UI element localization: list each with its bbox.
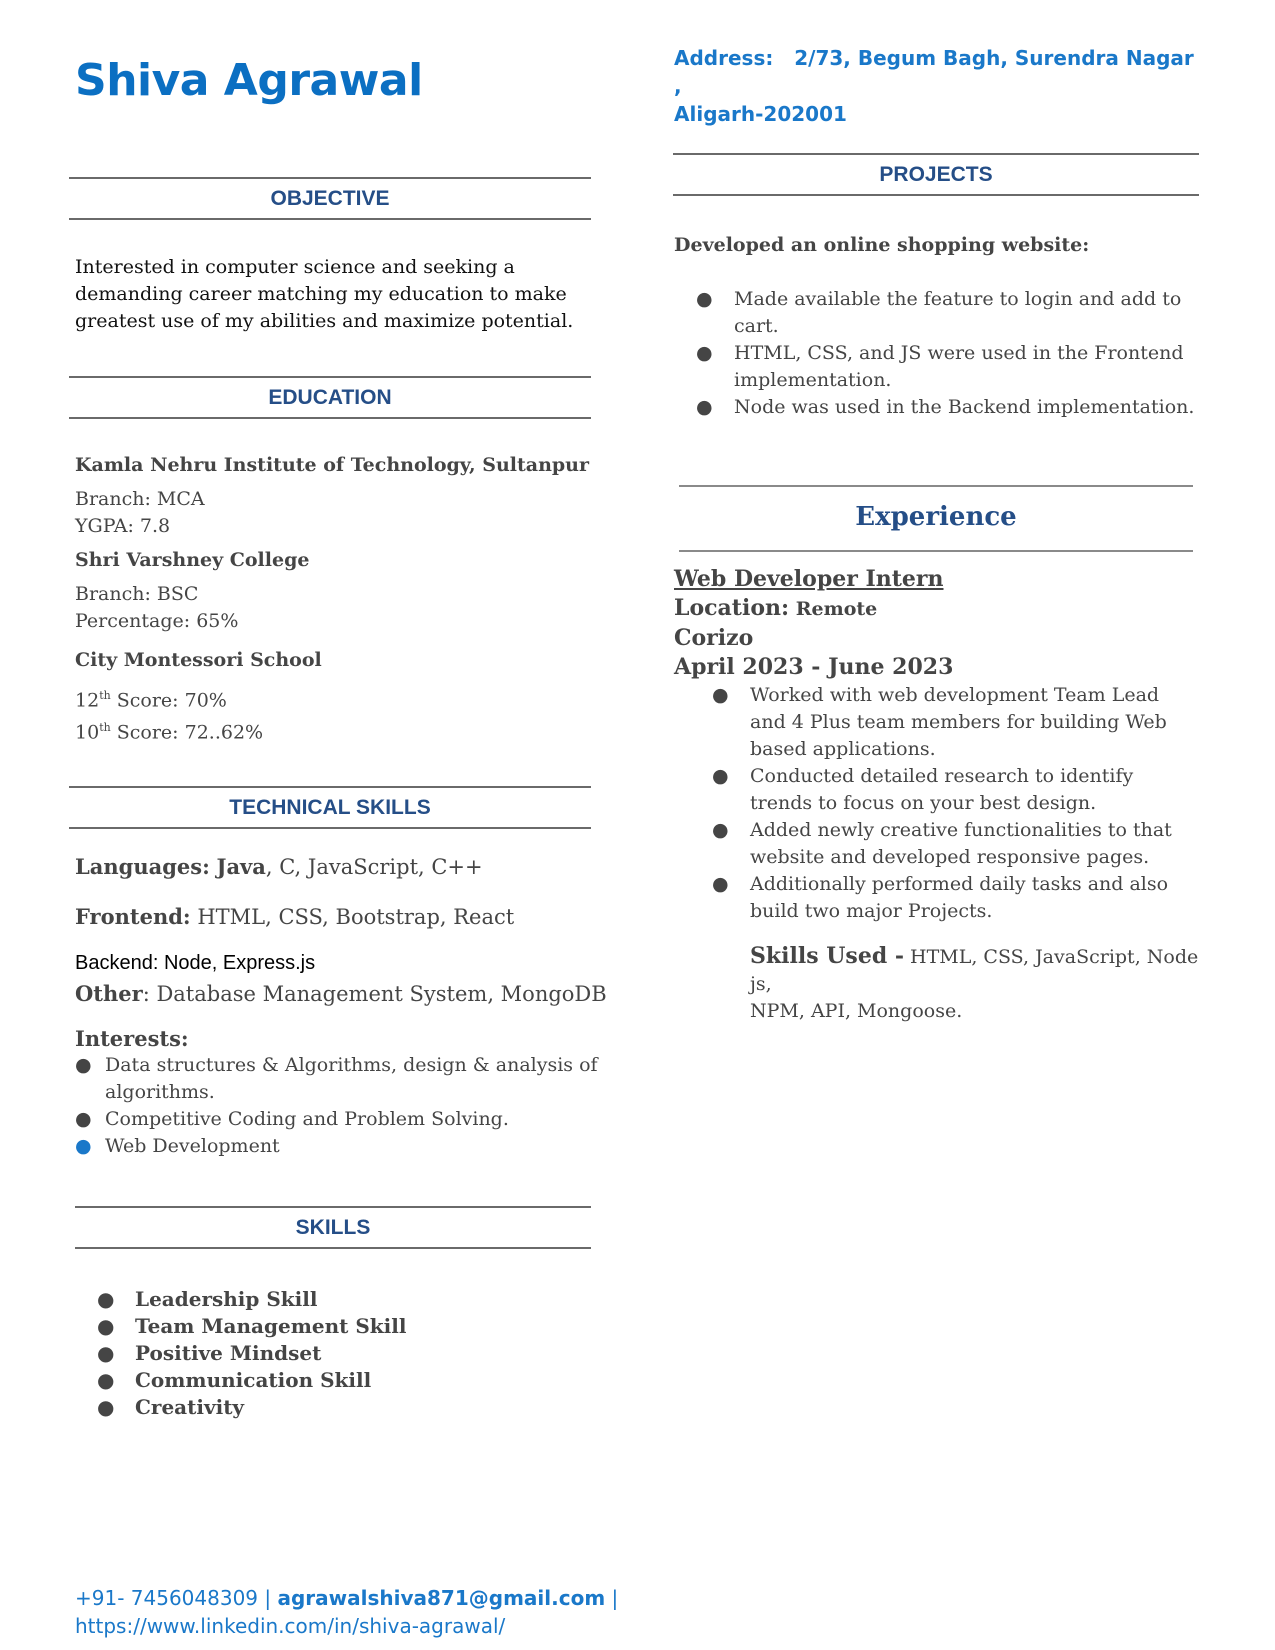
projects-title: PROJECTS <box>879 163 993 186</box>
technical-skills-title: TECHNICAL SKILLS <box>229 796 431 819</box>
skills-used: Skills Used - HTML, CSS, JavaScript, Node js, NPM, API, Mongoose. <box>750 943 1199 1022</box>
bullet-icon: ● <box>75 1135 92 1157</box>
bullet-icon: ● <box>712 684 729 706</box>
linkedin-link[interactable]: https://www.linkedin.com/in/shiva-agrawal/ <box>75 1614 506 1638</box>
experience-heading <box>679 485 1193 552</box>
education-list <box>75 452 615 747</box>
contact-footer <box>75 1584 675 1640</box>
education-detail: Percentage: 65% <box>75 610 239 632</box>
experience-title: Experience <box>855 502 1017 532</box>
skills-heading <box>75 1206 591 1249</box>
backend-row: Backend: Node, Express.js <box>75 952 316 974</box>
job-company: Corizo <box>674 625 754 651</box>
interest-item: ● Web Development <box>75 1133 635 1160</box>
bullet-icon: ● <box>712 819 729 841</box>
experience-bullets <box>712 682 1214 925</box>
bullet-icon: ● <box>75 1108 92 1130</box>
interest-item: ● Competitive Coding and Problem Solving. <box>75 1106 635 1133</box>
email-link[interactable]: agrawalshiva871@gmail.com <box>277 1586 606 1610</box>
objective-line: Interested in computer science and seeking a <box>75 256 515 278</box>
address-line-2: Aligarh-202001 <box>674 102 847 126</box>
bullet-icon: ● <box>97 1341 115 1365</box>
other-row: Other: Database Management System, MongoDB <box>75 981 607 1006</box>
frontend-row: Frontend: HTML, CSS, Bootstrap, React <box>75 904 515 929</box>
education-detail: Branch: BSC <box>75 583 199 605</box>
skill-item: ● Creativity <box>97 1395 245 1419</box>
school-score-12: 12th Score: 70% <box>75 689 227 712</box>
bullet-icon: ● <box>97 1314 115 1338</box>
separator: | <box>605 1586 619 1610</box>
objective-title: OBJECTIVE <box>270 187 390 210</box>
languages-row: Languages: Java, C, JavaScript, C++ <box>75 854 483 879</box>
job-role: Web Developer Intern <box>674 566 944 592</box>
education-institution: City Montessori School <box>75 649 322 671</box>
project-bullets <box>696 286 1216 421</box>
objective-heading <box>69 177 591 220</box>
experience-entry <box>674 564 1214 1025</box>
objective-line: demanding career matching my education to make <box>75 283 567 305</box>
experience-bullet: ● Worked with web development Team Lead and 4 Plus team members for building Web based applications. <box>712 684 1167 760</box>
skill-item: ● Leadership Skill <box>97 1287 318 1311</box>
objective-text <box>75 254 605 335</box>
experience-bullet: ● Conducted detailed research to identify trends to focus on your best design. <box>712 765 1134 814</box>
interests-label: Interests: <box>75 1026 189 1051</box>
address-label: Address: <box>674 46 774 70</box>
projects-heading <box>673 153 1199 196</box>
address-block <box>674 44 1194 128</box>
phone-link[interactable]: +91- 7456048309 <box>75 1586 259 1610</box>
bullet-icon: ● <box>696 396 713 418</box>
experience-bullet: ● Additionally performed daily tasks and also build two major Projects. <box>712 873 1169 922</box>
bullet-icon: ● <box>97 1287 115 1311</box>
experience-bullet: ● Added newly creative functionalities to that website and developed responsive pages. <box>712 819 1172 868</box>
separator: | <box>258 1586 278 1610</box>
education-institution: Kamla Nehru Institute of Technology, Sultanpur <box>75 454 590 476</box>
candidate-name: Shiva Agrawal <box>75 55 423 106</box>
bullet-icon: ● <box>97 1395 115 1419</box>
education-institution: Shri Varshney College <box>75 549 310 571</box>
education-heading <box>69 376 591 419</box>
project-bullet: ● HTML, CSS, and JS were used in the Frontend implementation. <box>696 342 1184 391</box>
skill-item: ● Team Management Skill <box>97 1314 407 1338</box>
job-dates: April 2023 - June 2023 <box>674 654 954 680</box>
skills-list <box>97 1286 557 1421</box>
skill-item: ● Positive Mindset <box>97 1341 322 1365</box>
bullet-icon: ● <box>696 342 713 364</box>
interest-item: ● Data structures & Algorithms, design & analysis of algorithms. <box>75 1054 598 1103</box>
bullet-icon: ● <box>75 1054 92 1076</box>
education-detail: Branch: MCA <box>75 488 205 510</box>
bullet-icon: ● <box>712 873 729 895</box>
education-detail: YGPA: 7.8 <box>75 515 171 537</box>
skill-item: ● Communication Skill <box>97 1368 372 1392</box>
school-score-10: 10th Score: 72..62% <box>75 721 264 744</box>
project-title: Developed an online shopping website: <box>674 234 1090 256</box>
job-location: Location: Remote <box>674 595 878 621</box>
objective-line: greatest use of my abilities and maximize potential. <box>75 310 574 332</box>
bullet-icon: ● <box>712 765 729 787</box>
skills-title: SKILLS <box>295 1216 371 1239</box>
project-bullet: ● Made available the feature to login and add to cart. <box>696 288 1182 337</box>
bullet-icon: ● <box>696 288 713 310</box>
project-bullet: ● Node was used in the Backend implementation. <box>696 394 1216 421</box>
technical-skills-heading <box>69 786 591 829</box>
bullet-icon: ● <box>97 1368 115 1392</box>
address-line-1: 2/73, Begum Bagh, Surendra Nagar , <box>674 46 1194 98</box>
education-title: EDUCATION <box>268 386 392 409</box>
technical-skills-body <box>75 852 635 1160</box>
interests-list <box>75 1052 635 1160</box>
